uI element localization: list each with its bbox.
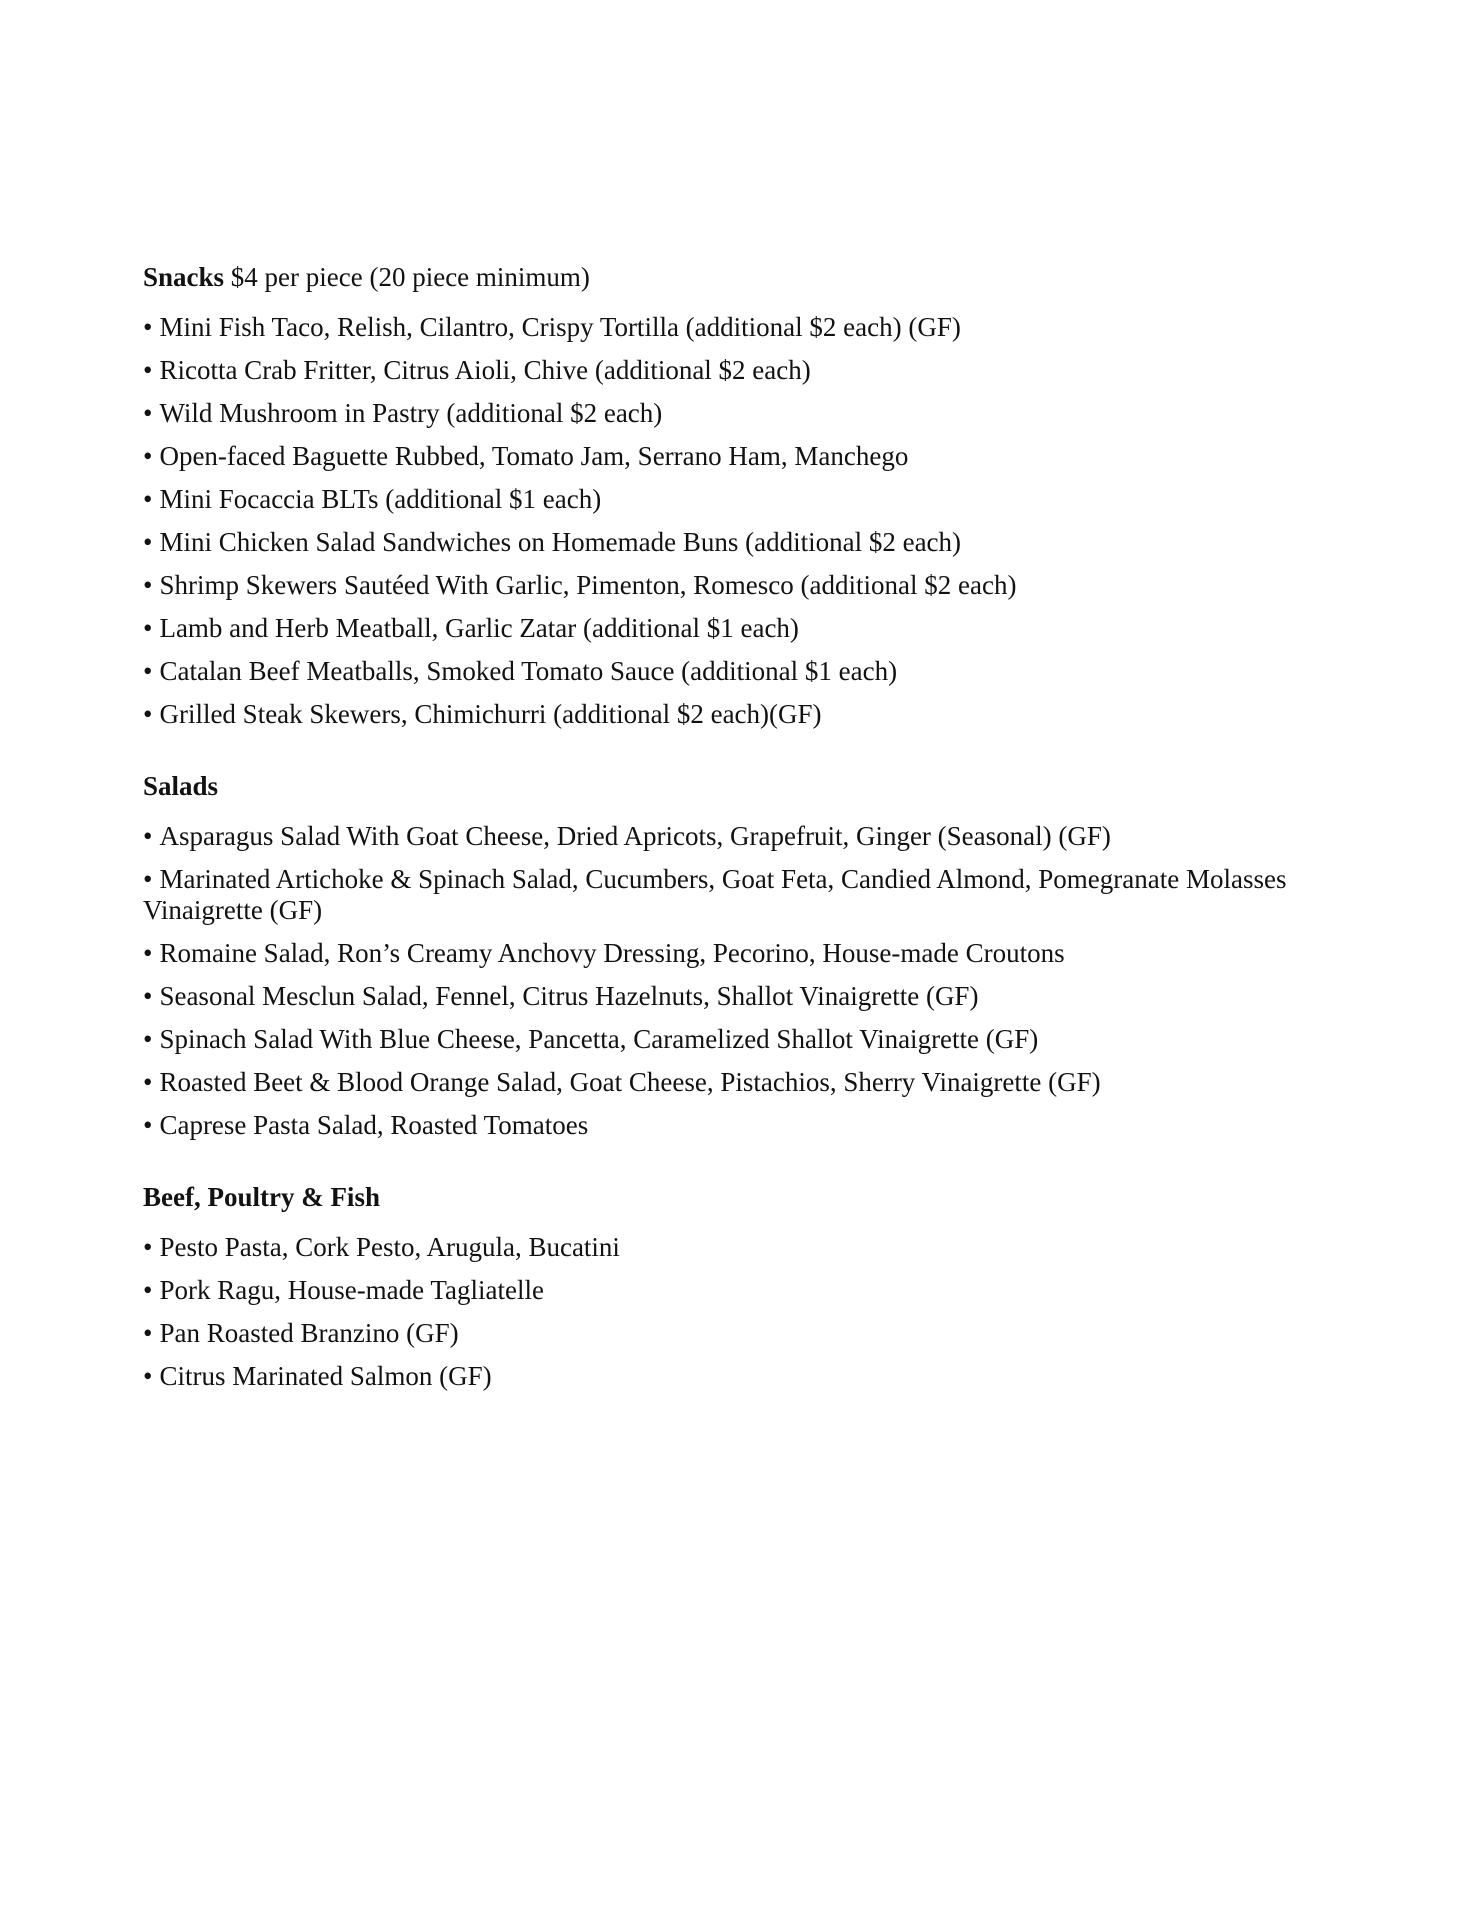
menu-item (143, 1024, 1341, 1055)
menu-item-text: Pesto Pasta, Cork Pesto, Arugula, Bucatini (159, 1232, 620, 1262)
bullet-icon: • (143, 527, 153, 557)
bullet-icon: • (143, 864, 153, 894)
menu-item-text: Asparagus Salad With Goat Cheese, Dried Apricots, Grapefruit, Ginger (Seasonal) (GF) (159, 821, 1111, 851)
menu-item (143, 699, 1341, 730)
bullet-icon: • (143, 398, 153, 428)
section-title: Snacks (143, 262, 225, 292)
menu-item-text: Pork Ragu, House-made Tagliatelle (159, 1275, 544, 1305)
menu-item (143, 570, 1341, 601)
menu-item (143, 398, 1341, 429)
menu-item (143, 1318, 1341, 1349)
bullet-icon: • (143, 484, 153, 514)
menu-item-text: Spinach Salad With Blue Cheese, Pancetta, Caramelized Shallot Vinaigrette (GF) (159, 1024, 1039, 1054)
bullet-icon: • (143, 699, 153, 729)
bullet-icon: • (143, 355, 153, 385)
bullet-icon: • (143, 938, 153, 968)
menu-item-text: Seasonal Mesclun Salad, Fennel, Citrus Hazelnuts, Shallot Vinaigrette (GF) (159, 981, 979, 1011)
menu-item-text: Ricotta Crab Fritter, Citrus Aioli, Chive (additional $2 each) (159, 355, 811, 385)
bullet-icon: • (143, 1067, 153, 1097)
menu-item-text: Catalan Beef Meatballs, Smoked Tomato Sauce (additional $1 each) (159, 656, 898, 686)
menu-item-text: Citrus Marinated Salmon (GF) (159, 1361, 492, 1391)
menu-item (143, 1361, 1341, 1392)
section-salads (143, 771, 1341, 1141)
menu-item (143, 938, 1341, 969)
bullet-icon: • (143, 1318, 153, 1348)
menu-item-text: Lamb and Herb Meatball, Garlic Zatar (additional $1 each) (159, 613, 799, 643)
bullet-icon: • (143, 1232, 153, 1262)
menu-item-text: Open-faced Baguette Rubbed, Tomato Jam, Serrano Ham, Manchego (159, 441, 909, 471)
bullet-icon: • (143, 981, 153, 1011)
bullet-icon: • (143, 613, 153, 643)
bullet-icon: • (143, 1275, 153, 1305)
menu-item-text: Wild Mushroom in Pastry (additional $2 each) (159, 398, 663, 428)
menu-item (143, 1232, 1341, 1263)
menu-item-text: Mini Focaccia BLTs (additional $1 each) (159, 484, 602, 514)
menu-item-text: Marinated Artichoke & Spinach Salad, Cucumbers, Goat Feta, Candied Almond, Pomegranate Molasses Vinaigrette (GF) (143, 864, 1287, 925)
section-subtitle: $4 per piece (20 piece minimum) (224, 262, 590, 292)
bullet-icon: • (143, 821, 153, 851)
menu-item (143, 1275, 1341, 1306)
menu-item (143, 484, 1341, 515)
menu-item-text: Shrimp Skewers Sautéed With Garlic, Pimenton, Romesco (additional $2 each) (159, 570, 1017, 600)
menu-item-text: Romaine Salad, Ron’s Creamy Anchovy Dressing, Pecorino, House-made Croutons (159, 938, 1065, 968)
section-heading (143, 262, 1341, 293)
bullet-icon: • (143, 570, 153, 600)
menu-item-text: Mini Fish Taco, Relish, Cilantro, Crispy Tortilla (additional $2 each) (GF) (159, 312, 961, 342)
menu-item (143, 864, 1341, 926)
bullet-icon: • (143, 441, 153, 471)
menu-item (143, 821, 1341, 852)
bullet-icon: • (143, 1024, 153, 1054)
menu-item-text: Pan Roasted Branzino (GF) (159, 1318, 459, 1348)
menu-item (143, 441, 1341, 472)
bullet-icon: • (143, 1110, 153, 1140)
section-heading (143, 771, 1341, 802)
menu-item (143, 312, 1341, 343)
menu-item (143, 656, 1341, 687)
menu-item (143, 981, 1341, 1012)
menu-item (143, 1067, 1341, 1098)
section-title: Salads (143, 771, 219, 801)
bullet-icon: • (143, 1361, 153, 1391)
menu-item (143, 613, 1341, 644)
menu-item-text: Grilled Steak Skewers, Chimichurri (additional $2 each)(GF) (159, 699, 822, 729)
menu-item (143, 527, 1341, 558)
bullet-icon: • (143, 656, 153, 686)
menu-item-text: Mini Chicken Salad Sandwiches on Homemade Buns (additional $2 each) (159, 527, 962, 557)
section-title: Beef, Poultry & Fish (143, 1182, 380, 1212)
menu-item-text: Roasted Beet & Blood Orange Salad, Goat Cheese, Pistachios, Sherry Vinaigrette (GF) (159, 1067, 1101, 1097)
menu-item (143, 1110, 1341, 1141)
section-beef-poultry-fish (143, 1182, 1341, 1392)
section-snacks (143, 262, 1341, 730)
bullet-icon: • (143, 312, 153, 342)
menu-item (143, 355, 1341, 386)
menu-item-text: Caprese Pasta Salad, Roasted Tomatoes (159, 1110, 589, 1140)
section-heading (143, 1182, 1341, 1213)
